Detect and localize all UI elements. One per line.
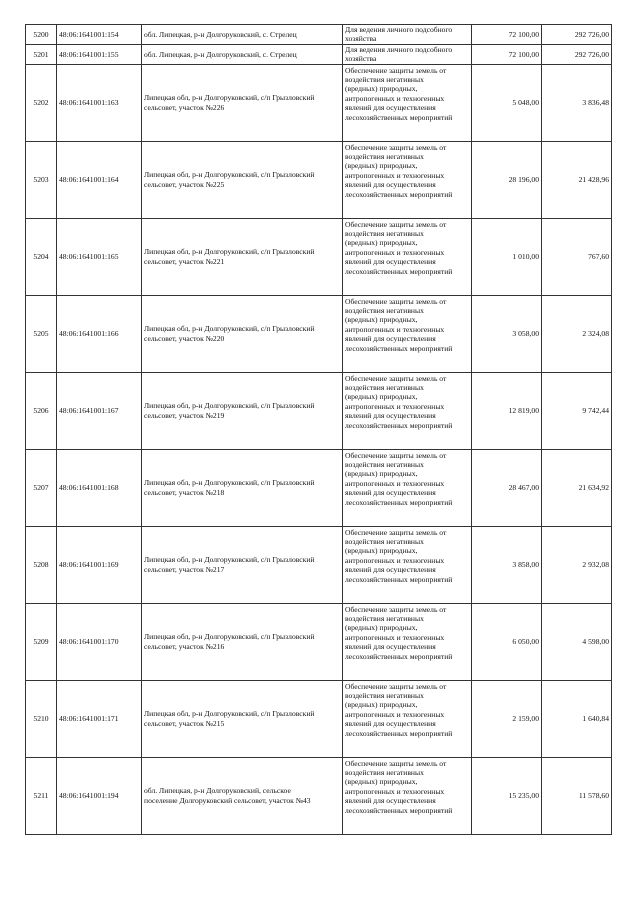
address-cell-line: Липецкая обл, р-н Долгоруковский, с/п Грызловский xyxy=(144,478,315,488)
cadastral-value-cell: 21 634,92 xyxy=(542,449,612,526)
permitted-use-cell-line: Обеспечение защиты земель от xyxy=(345,450,447,460)
area-cell: 28 467,00 xyxy=(472,449,542,526)
address-cell xyxy=(142,372,343,449)
permitted-use-cell-line: лесохозяйственных мероприятий xyxy=(345,112,453,122)
permitted-use-cell xyxy=(343,757,472,834)
permitted-use-cell-line: (вредных) природных, xyxy=(345,546,418,556)
address-cell-line: Липецкая обл, р-н Долгоруковский, с/п Грызловский xyxy=(144,632,315,642)
row-number: 5209 xyxy=(26,603,57,680)
area-cell: 28 196,00 xyxy=(472,141,542,218)
permitted-use-cell xyxy=(343,44,472,64)
row-number: 5205 xyxy=(26,295,57,372)
cadastral-number: 48:06:1641001:166 xyxy=(57,295,142,372)
row-number: 5202 xyxy=(26,64,57,141)
address-cell-line: сельсовет, участок №215 xyxy=(144,718,225,728)
permitted-use-cell-line: явлений для осуществления xyxy=(345,411,436,421)
table-body xyxy=(26,25,612,835)
permitted-use-cell-line: явлений для осуществления xyxy=(345,103,436,113)
permitted-use-cell xyxy=(343,526,472,603)
permitted-use-cell-line: (вредных) природных, xyxy=(345,700,418,710)
address-cell-line: Липецкая обл, р-н Долгоруковский, с/п Грызловский xyxy=(144,401,315,411)
permitted-use-cell-line: антропогенных и техногенных xyxy=(345,93,445,103)
permitted-use-cell-line: (вредных) природных, xyxy=(345,161,418,171)
address-cell xyxy=(142,526,343,603)
table-row xyxy=(26,64,612,141)
permitted-use-cell-line: лесохозяйственных мероприятий xyxy=(345,420,453,430)
address-cell xyxy=(142,64,343,141)
permitted-use-cell-line: (вредных) природных, xyxy=(345,777,418,787)
permitted-use-cell-line: антропогенных и техногенных xyxy=(345,247,445,257)
permitted-use-cell-line: антропогенных и техногенных xyxy=(345,786,445,796)
cadastral-value-cell: 4 598,00 xyxy=(542,603,612,680)
row-number: 5204 xyxy=(26,218,57,295)
permitted-use-cell-line: Обеспечение защиты земель от xyxy=(345,604,447,614)
table-row xyxy=(26,603,612,680)
permitted-use-cell-line: лесохозяйственных мероприятий xyxy=(345,728,453,738)
permitted-use-cell-line: (вредных) природных, xyxy=(345,238,418,248)
table-row xyxy=(26,449,612,526)
permitted-use-cell-line: Обеспечение защиты земель от xyxy=(345,758,447,768)
address-cell-line: сельсовет, участок №216 xyxy=(144,641,225,651)
cadastral-value-cell: 11 578,60 xyxy=(542,757,612,834)
permitted-use-cell-line: лесохозяйственных мероприятий xyxy=(345,497,453,507)
permitted-use-cell xyxy=(343,295,472,372)
permitted-use-cell xyxy=(343,372,472,449)
permitted-use-cell xyxy=(343,680,472,757)
area-cell: 1 010,00 xyxy=(472,218,542,295)
permitted-use-cell-line: воздействия негативных xyxy=(345,460,424,470)
cadastral-value-cell: 292 726,00 xyxy=(542,25,612,45)
permitted-use-cell-line: антропогенных и техногенных xyxy=(345,632,445,642)
permitted-use-cell-line: воздействия негативных xyxy=(345,614,424,624)
address-cell-line: Липецкая обл, р-н Долгоруковский, с/п Грызловский xyxy=(144,709,315,719)
permitted-use-cell-line: (вредных) природных, xyxy=(345,315,418,325)
cadastral-number: 48:06:1641001:165 xyxy=(57,218,142,295)
table-row xyxy=(26,757,612,834)
area-cell: 12 819,00 xyxy=(472,372,542,449)
permitted-use-cell xyxy=(343,603,472,680)
address-cell-line: сельсовет, участок №225 xyxy=(144,179,225,189)
table-row xyxy=(26,25,612,45)
cadastral-number: 48:06:1641001:155 xyxy=(57,44,142,64)
permitted-use-cell-line: антропогенных и техногенных xyxy=(345,170,445,180)
permitted-use-cell-line: явлений для осуществления xyxy=(345,488,436,498)
permitted-use-cell xyxy=(343,141,472,218)
address-cell-line: сельсовет, участок №221 xyxy=(144,256,225,266)
permitted-use-cell-line: антропогенных и техногенных xyxy=(345,324,445,334)
address-cell xyxy=(142,449,343,526)
address-cell-line: сельсовет, участок №218 xyxy=(144,487,225,497)
permitted-use-cell-line: хозяйства xyxy=(345,34,377,44)
address-cell-line: сельсовет, участок №219 xyxy=(144,410,225,420)
table-row xyxy=(26,218,612,295)
address-cell-line: обл. Липецкая, р-н Долгоруковский, с. Стрелец xyxy=(144,49,297,59)
permitted-use-cell-line: Обеспечение защиты земель от xyxy=(345,219,447,229)
address-cell-line: сельсовет, участок №220 xyxy=(144,333,225,343)
permitted-use-cell-line: Обеспечение защиты земель от xyxy=(345,527,447,537)
table-row xyxy=(26,141,612,218)
address-cell-line: Липецкая обл, р-н Долгоруковский, с/п Грызловский xyxy=(144,555,315,565)
address-cell xyxy=(142,603,343,680)
address-cell xyxy=(142,44,343,64)
permitted-use-cell-line: лесохозяйственных мероприятий xyxy=(345,189,453,199)
permitted-use-cell-line: Обеспечение защиты земель от xyxy=(345,373,447,383)
permitted-use-cell-line: Для ведения личного подсобного xyxy=(345,25,453,34)
permitted-use-cell-line: явлений для осуществления xyxy=(345,796,436,806)
permitted-use-cell-line: воздействия негативных xyxy=(345,306,424,316)
area-cell: 5 048,00 xyxy=(472,64,542,141)
address-cell-line: Липецкая обл, р-н Долгоруковский, с/п Грызловский xyxy=(144,324,315,334)
area-cell: 2 159,00 xyxy=(472,680,542,757)
cadastral-number: 48:06:1641001:168 xyxy=(57,449,142,526)
address-cell xyxy=(142,757,343,834)
address-cell xyxy=(142,218,343,295)
permitted-use-cell xyxy=(343,218,472,295)
permitted-use-cell-line: Обеспечение защиты земель от xyxy=(345,65,447,75)
area-cell: 6 050,00 xyxy=(472,603,542,680)
permitted-use-cell-line: воздействия негативных xyxy=(345,75,424,85)
permitted-use-cell xyxy=(343,25,472,45)
permitted-use-cell-line: явлений для осуществления xyxy=(345,180,436,190)
row-number: 5200 xyxy=(26,25,57,45)
address-cell xyxy=(142,141,343,218)
area-cell: 3 058,00 xyxy=(472,295,542,372)
cadastral-number: 48:06:1641001:164 xyxy=(57,141,142,218)
address-cell-line: обл. Липецкая, р-н Долгоруковский, сельское xyxy=(144,786,291,796)
permitted-use-cell xyxy=(343,449,472,526)
cadastral-number: 48:06:1641001:163 xyxy=(57,64,142,141)
permitted-use-cell-line: лесохозяйственных мероприятий xyxy=(345,574,453,584)
address-cell-line: Липецкая обл, р-н Долгоруковский, с/п Грызловский xyxy=(144,93,315,103)
address-cell-line: сельсовет, участок №226 xyxy=(144,102,225,112)
permitted-use-cell-line: антропогенных и техногенных xyxy=(345,478,445,488)
area-cell: 15 235,00 xyxy=(472,757,542,834)
area-cell: 3 858,00 xyxy=(472,526,542,603)
cadastral-value-cell: 767,60 xyxy=(542,218,612,295)
address-cell-line: сельсовет, участок №217 xyxy=(144,564,225,574)
permitted-use-cell-line: явлений для осуществления xyxy=(345,334,436,344)
permitted-use-cell-line: явлений для осуществления xyxy=(345,642,436,652)
table-row xyxy=(26,526,612,603)
row-number: 5208 xyxy=(26,526,57,603)
row-number: 5210 xyxy=(26,680,57,757)
row-number: 5203 xyxy=(26,141,57,218)
address-cell-line: Липецкая обл, р-н Долгоруковский, с/п Грызловский xyxy=(144,247,315,257)
permitted-use-cell-line: (вредных) природных, xyxy=(345,392,418,402)
permitted-use-cell-line: антропогенных и техногенных xyxy=(345,401,445,411)
cadastral-value-cell: 21 428,96 xyxy=(542,141,612,218)
cadastral-number: 48:06:1641001:169 xyxy=(57,526,142,603)
permitted-use-cell-line: явлений для осуществления xyxy=(345,565,436,575)
row-number: 5201 xyxy=(26,44,57,64)
permitted-use-cell-line: антропогенных и техногенных xyxy=(345,709,445,719)
cadastral-number: 48:06:1641001:154 xyxy=(57,25,142,45)
table-row xyxy=(26,680,612,757)
cadastral-value-cell: 3 836,48 xyxy=(542,64,612,141)
permitted-use-cell-line: хозяйства xyxy=(345,54,377,64)
address-cell xyxy=(142,25,343,45)
cadastral-value-cell: 1 640,84 xyxy=(542,680,612,757)
permitted-use-cell-line: воздействия негативных xyxy=(345,768,424,778)
address-cell-line: поселение Долгоруковский сельсовет, участок №43 xyxy=(144,795,311,805)
permitted-use-cell-line: лесохозяйственных мероприятий xyxy=(345,805,453,815)
permitted-use-cell-line: воздействия негативных xyxy=(345,691,424,701)
permitted-use-cell-line: лесохозяйственных мероприятий xyxy=(345,343,453,353)
area-cell: 72 100,00 xyxy=(472,44,542,64)
row-number: 5207 xyxy=(26,449,57,526)
address-cell xyxy=(142,295,343,372)
permitted-use-cell-line: (вредных) природных, xyxy=(345,469,418,479)
land-registry-table xyxy=(25,24,612,835)
permitted-use-cell-line: воздействия негативных xyxy=(345,152,424,162)
address-cell-line: обл. Липецкая, р-н Долгоруковский, с. Стрелец xyxy=(144,29,297,39)
permitted-use-cell-line: Обеспечение защиты земель от xyxy=(345,296,447,306)
cadastral-value-cell: 2 932,08 xyxy=(542,526,612,603)
address-cell xyxy=(142,680,343,757)
address-cell-line: Липецкая обл, р-н Долгоруковский, с/п Грызловский xyxy=(144,170,315,180)
permitted-use-cell-line: воздействия негативных xyxy=(345,383,424,393)
cadastral-number: 48:06:1641001:171 xyxy=(57,680,142,757)
row-number: 5206 xyxy=(26,372,57,449)
permitted-use-cell-line: антропогенных и техногенных xyxy=(345,555,445,565)
permitted-use-cell-line: воздействия негативных xyxy=(345,537,424,547)
area-cell: 72 100,00 xyxy=(472,25,542,45)
permitted-use-cell-line: Обеспечение защиты земель от xyxy=(345,142,447,152)
permitted-use-cell-line: явлений для осуществления xyxy=(345,257,436,267)
permitted-use-cell-line: воздействия негативных xyxy=(345,229,424,239)
permitted-use-cell-line: (вредных) природных, xyxy=(345,623,418,633)
cadastral-value-cell: 9 742,44 xyxy=(542,372,612,449)
cadastral-number: 48:06:1641001:170 xyxy=(57,603,142,680)
table-row xyxy=(26,372,612,449)
cadastral-number: 48:06:1641001:194 xyxy=(57,757,142,834)
permitted-use-cell-line: лесохозяйственных мероприятий xyxy=(345,651,453,661)
permitted-use-cell-line: лесохозяйственных мероприятий xyxy=(345,266,453,276)
permitted-use-cell xyxy=(343,64,472,141)
permitted-use-cell-line: явлений для осуществления xyxy=(345,719,436,729)
cadastral-number: 48:06:1641001:167 xyxy=(57,372,142,449)
row-number: 5211 xyxy=(26,757,57,834)
permitted-use-cell-line: Обеспечение защиты земель от xyxy=(345,681,447,691)
permitted-use-cell-line: (вредных) природных, xyxy=(345,84,418,94)
table-row xyxy=(26,295,612,372)
table-row xyxy=(26,44,612,64)
permitted-use-cell-line: Для ведения личного подсобного xyxy=(345,44,453,54)
cadastral-value-cell: 2 324,08 xyxy=(542,295,612,372)
cadastral-value-cell: 292 726,00 xyxy=(542,44,612,64)
